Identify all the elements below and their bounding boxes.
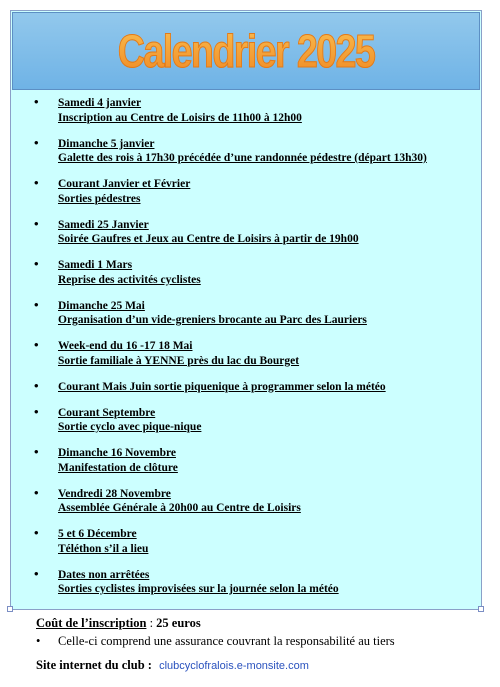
event-date: • 5 et 6 Décembre [58, 528, 137, 540]
event-date: • Dimanche 25 Mai [58, 299, 145, 312]
club-website [36, 657, 309, 674]
event-date: • Dimanche 16 Novembre [58, 447, 176, 459]
list-item [30, 527, 475, 556]
event-description: Organisation d’un vide-greniers brocante au Parc des Lauriers [58, 314, 367, 326]
header-band [12, 12, 480, 90]
cost-label: Coût de l’inscription [36, 616, 147, 630]
event-date: • Week-end du 16 -17 18 Mai [58, 340, 193, 352]
list-item [30, 218, 475, 247]
event-description: Sorties pédestres [58, 192, 141, 205]
event-date: • Dimanche 5 janvier [58, 137, 155, 150]
panel-resize-handle [7, 606, 13, 612]
event-description: Inscription au Centre de Loisirs de 11h00 à 12h00 [58, 111, 302, 124]
event-description: Reprise des activités cyclistes [58, 273, 201, 286]
event-description: Sortie cyclo avec pique-nique [58, 421, 202, 433]
site-label: Site internet du club : [36, 658, 152, 672]
insurance-note: • Celle-ci comprend une assurance couvrant la responsabilité au tiers [36, 633, 395, 649]
cost-separator: : [146, 616, 157, 630]
registration-cost [36, 615, 201, 631]
event-description: Sortie familiale à YENNE près du lac du Bourget [58, 354, 300, 367]
event-date: • Vendredi 28 Novembre [58, 487, 171, 500]
list-item [30, 258, 475, 287]
event-date: • Courant Janvier et Février [58, 178, 191, 190]
list-item [30, 137, 475, 166]
event-date: • Dates non arrêtées [58, 568, 150, 581]
list-item [30, 96, 475, 125]
event-date: • Samedi 1 Mars [58, 259, 133, 271]
list-item [30, 339, 475, 368]
event-date: • Samedi 4 janvier [58, 97, 142, 109]
events-list [30, 96, 475, 608]
list-item [30, 380, 475, 395]
site-link[interactable]: clubcyclofralois.e-monsite.com [159, 660, 309, 672]
event-description: Galette des rois à 17h30 précédée d’une randonnée pédestre (départ 13h30) [58, 152, 427, 164]
list-item [30, 568, 475, 597]
event-description: Soirée Gaufres et Jeux au Centre de Loisirs à partir de 19h00 [58, 233, 359, 245]
event-description: Sorties cyclistes improvisées sur la journée selon la météo [58, 583, 339, 595]
list-item [30, 299, 475, 328]
event-description: Manifestation de clôture [58, 461, 178, 474]
event-date: • Courant Septembre [58, 406, 156, 419]
event-date: • Courant Mais Juin sortie piquenique à programmer selon la météo [58, 380, 386, 393]
list-item [30, 177, 475, 206]
list-item [30, 487, 475, 516]
list-item [30, 406, 475, 435]
panel-resize-handle [478, 606, 484, 612]
event-date: • Samedi 25 Janvier [58, 218, 149, 231]
list-item [30, 446, 475, 475]
page-title: Calendrier 2025 [55, 26, 437, 76]
event-description: Assemblée Générale à 20h00 au Centre de Loisirs [58, 502, 301, 514]
cost-value: 25 euros [156, 616, 201, 630]
event-description: Téléthon s’il a lieu [58, 542, 149, 555]
